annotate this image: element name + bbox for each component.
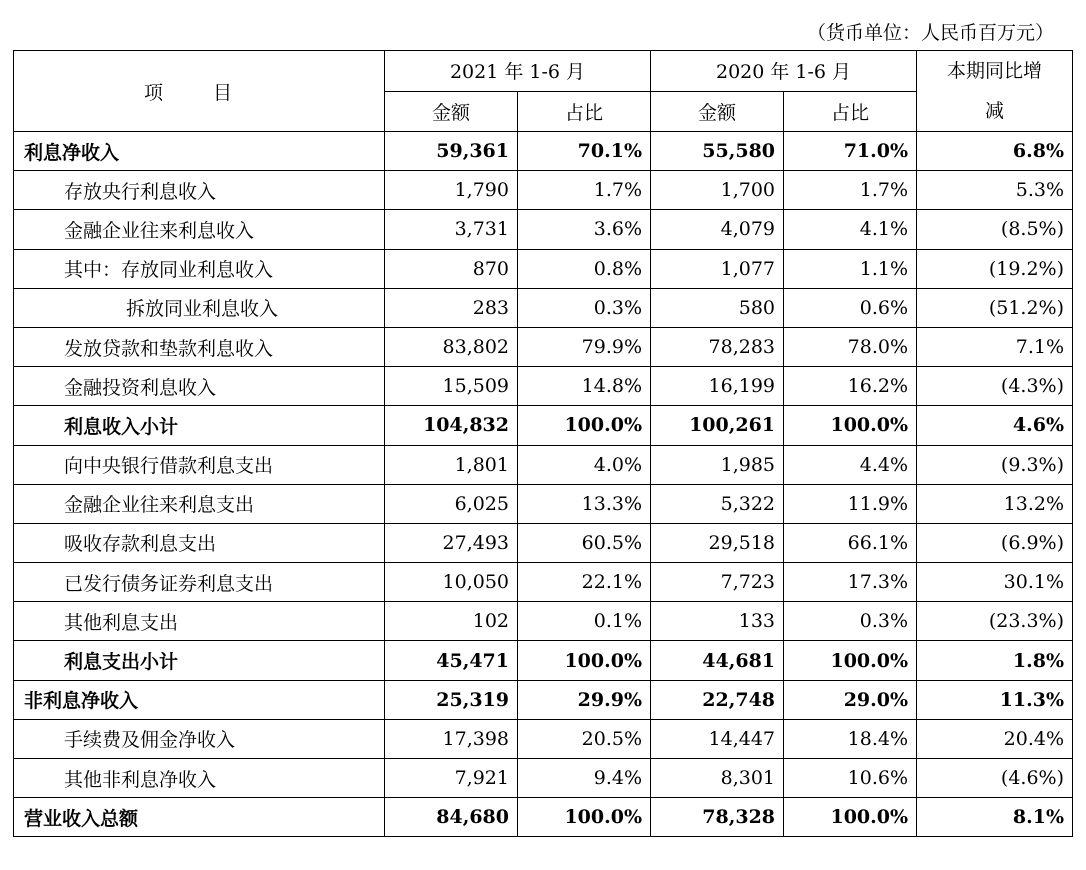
- table-row: [14, 602, 1073, 641]
- amount-2020: 44,681: [651, 641, 784, 680]
- ratio-2021: 100.0%: [518, 798, 651, 837]
- header-amount-2021: 金额: [385, 91, 518, 132]
- ratio-2021: 0.3%: [518, 288, 651, 327]
- amount-2020: 78,283: [651, 327, 784, 366]
- yoy-change: 13.2%: [917, 484, 1073, 523]
- yoy-change: 8.1%: [917, 798, 1073, 837]
- amount-2020: 22,748: [651, 680, 784, 719]
- amount-2021: 104,832: [385, 406, 518, 445]
- row-label: 金融企业往来利息支出: [14, 484, 385, 523]
- amount-2021: 84,680: [385, 798, 518, 837]
- amount-2020: 1,985: [651, 445, 784, 484]
- currency-unit-note: （货币单位：人民币百万元）: [806, 22, 1054, 44]
- amount-2020: 8,301: [651, 759, 784, 798]
- amount-2020: 1,077: [651, 249, 784, 288]
- header-item: 项 目: [14, 51, 385, 132]
- ratio-2020: 1.7%: [784, 171, 917, 210]
- amount-2020: 1,700: [651, 171, 784, 210]
- ratio-2020: 71.0%: [784, 132, 917, 171]
- row-label: 营业收入总额: [14, 798, 385, 837]
- row-label: 其他利息支出: [14, 602, 385, 641]
- ratio-2021: 0.1%: [518, 602, 651, 641]
- row-label: 存放央行利息收入: [14, 171, 385, 210]
- amount-2021: 15,509: [385, 367, 518, 406]
- table-row: [14, 132, 1073, 171]
- ratio-2020: 4.1%: [784, 210, 917, 249]
- yoy-change: (4.3%): [917, 367, 1073, 406]
- table-row: [14, 406, 1073, 445]
- header-ratio-2020: 占比: [784, 91, 917, 132]
- table-row: [14, 445, 1073, 484]
- amount-2021: 7,921: [385, 759, 518, 798]
- row-label: 其中：存放同业利息收入: [14, 249, 385, 288]
- amount-2021: 27,493: [385, 523, 518, 562]
- amount-2020: 580: [651, 288, 784, 327]
- table-row: [14, 210, 1073, 249]
- ratio-2020: 11.9%: [784, 484, 917, 523]
- ratio-2021: 29.9%: [518, 680, 651, 719]
- yoy-change: (4.6%): [917, 759, 1073, 798]
- ratio-2021: 0.8%: [518, 249, 651, 288]
- amount-2021: 83,802: [385, 327, 518, 366]
- ratio-2020: 4.4%: [784, 445, 917, 484]
- table-row: [14, 484, 1073, 523]
- row-label: 非利息净收入: [14, 680, 385, 719]
- row-label: 其他非利息净收入: [14, 759, 385, 798]
- ratio-2020: 66.1%: [784, 523, 917, 562]
- yoy-change: (51.2%): [917, 288, 1073, 327]
- table-row: [14, 367, 1073, 406]
- table-row: [14, 288, 1073, 327]
- amount-2021: 3,731: [385, 210, 518, 249]
- amount-2021: 6,025: [385, 484, 518, 523]
- row-label: 吸收存款利息支出: [14, 523, 385, 562]
- header-period-2020: 2020 年 1-6 月: [651, 51, 917, 92]
- table-row: [14, 249, 1073, 288]
- ratio-2020: 17.3%: [784, 563, 917, 602]
- amount-2020: 5,322: [651, 484, 784, 523]
- table-body: [14, 132, 1073, 837]
- amount-2021: 17,398: [385, 719, 518, 758]
- ratio-2020: 1.1%: [784, 249, 917, 288]
- table-row: [14, 759, 1073, 798]
- ratio-2021: 4.0%: [518, 445, 651, 484]
- amount-2021: 45,471: [385, 641, 518, 680]
- amount-2021: 283: [385, 288, 518, 327]
- ratio-2020: 100.0%: [784, 406, 917, 445]
- amount-2021: 870: [385, 249, 518, 288]
- ratio-2021: 9.4%: [518, 759, 651, 798]
- amount-2021: 1,790: [385, 171, 518, 210]
- row-label: 利息支出小计: [14, 641, 385, 680]
- ratio-2020: 18.4%: [784, 719, 917, 758]
- amount-2021: 102: [385, 602, 518, 641]
- ratio-2020: 0.6%: [784, 288, 917, 327]
- row-label: 利息收入小计: [14, 406, 385, 445]
- row-label: 已发行债务证券利息支出: [14, 563, 385, 602]
- ratio-2021: 20.5%: [518, 719, 651, 758]
- amount-2020: 29,518: [651, 523, 784, 562]
- table-row: [14, 327, 1073, 366]
- ratio-2021: 14.8%: [518, 367, 651, 406]
- ratio-2020: 16.2%: [784, 367, 917, 406]
- amount-2020: 7,723: [651, 563, 784, 602]
- row-label: 金融企业往来利息收入: [14, 210, 385, 249]
- row-label: 拆放同业利息收入: [14, 288, 385, 327]
- yoy-change: 20.4%: [917, 719, 1073, 758]
- amount-2020: 100,261: [651, 406, 784, 445]
- amount-2021: 1,801: [385, 445, 518, 484]
- interest-income-table: [13, 50, 1073, 837]
- row-label: 利息净收入: [14, 132, 385, 171]
- amount-2021: 59,361: [385, 132, 518, 171]
- ratio-2020: 0.3%: [784, 602, 917, 641]
- yoy-change: 11.3%: [917, 680, 1073, 719]
- header-row-1: [14, 51, 1073, 92]
- amount-2020: 4,079: [651, 210, 784, 249]
- table-row: [14, 798, 1073, 837]
- ratio-2021: 3.6%: [518, 210, 651, 249]
- ratio-2021: 60.5%: [518, 523, 651, 562]
- row-label: 发放贷款和垫款利息收入: [14, 327, 385, 366]
- ratio-2021: 13.3%: [518, 484, 651, 523]
- ratio-2020: 100.0%: [784, 798, 917, 837]
- yoy-change: 4.6%: [917, 406, 1073, 445]
- header-change: 本期同比增减: [917, 51, 1073, 132]
- ratio-2021: 100.0%: [518, 641, 651, 680]
- yoy-change: (9.3%): [917, 445, 1073, 484]
- ratio-2020: 10.6%: [784, 759, 917, 798]
- row-label: 向中央银行借款利息支出: [14, 445, 385, 484]
- yoy-change: 1.8%: [917, 641, 1073, 680]
- ratio-2021: 22.1%: [518, 563, 651, 602]
- header-period-2021: 2021 年 1-6 月: [385, 51, 651, 92]
- table-row: [14, 719, 1073, 758]
- amount-2020: 78,328: [651, 798, 784, 837]
- yoy-change: 7.1%: [917, 327, 1073, 366]
- amount-2020: 14,447: [651, 719, 784, 758]
- table-row: [14, 171, 1073, 210]
- header-ratio-2021: 占比: [518, 91, 651, 132]
- amount-2020: 133: [651, 602, 784, 641]
- amount-2021: 25,319: [385, 680, 518, 719]
- table-row: [14, 680, 1073, 719]
- yoy-change: (23.3%): [917, 602, 1073, 641]
- ratio-2021: 79.9%: [518, 327, 651, 366]
- amount-2020: 55,580: [651, 132, 784, 171]
- yoy-change: (19.2%): [917, 249, 1073, 288]
- yoy-change: 5.3%: [917, 171, 1073, 210]
- ratio-2020: 100.0%: [784, 641, 917, 680]
- row-label: 手续费及佣金净收入: [14, 719, 385, 758]
- yoy-change: 6.8%: [917, 132, 1073, 171]
- header-amount-2020: 金额: [651, 91, 784, 132]
- ratio-2021: 100.0%: [518, 406, 651, 445]
- ratio-2021: 70.1%: [518, 132, 651, 171]
- ratio-2020: 29.0%: [784, 680, 917, 719]
- ratio-2021: 1.7%: [518, 171, 651, 210]
- table-row: [14, 523, 1073, 562]
- amount-2020: 16,199: [651, 367, 784, 406]
- yoy-change: (6.9%): [917, 523, 1073, 562]
- ratio-2020: 78.0%: [784, 327, 917, 366]
- yoy-change: 30.1%: [917, 563, 1073, 602]
- yoy-change: (8.5%): [917, 210, 1073, 249]
- row-label: 金融投资利息收入: [14, 367, 385, 406]
- table-row: [14, 641, 1073, 680]
- table-row: [14, 563, 1073, 602]
- amount-2021: 10,050: [385, 563, 518, 602]
